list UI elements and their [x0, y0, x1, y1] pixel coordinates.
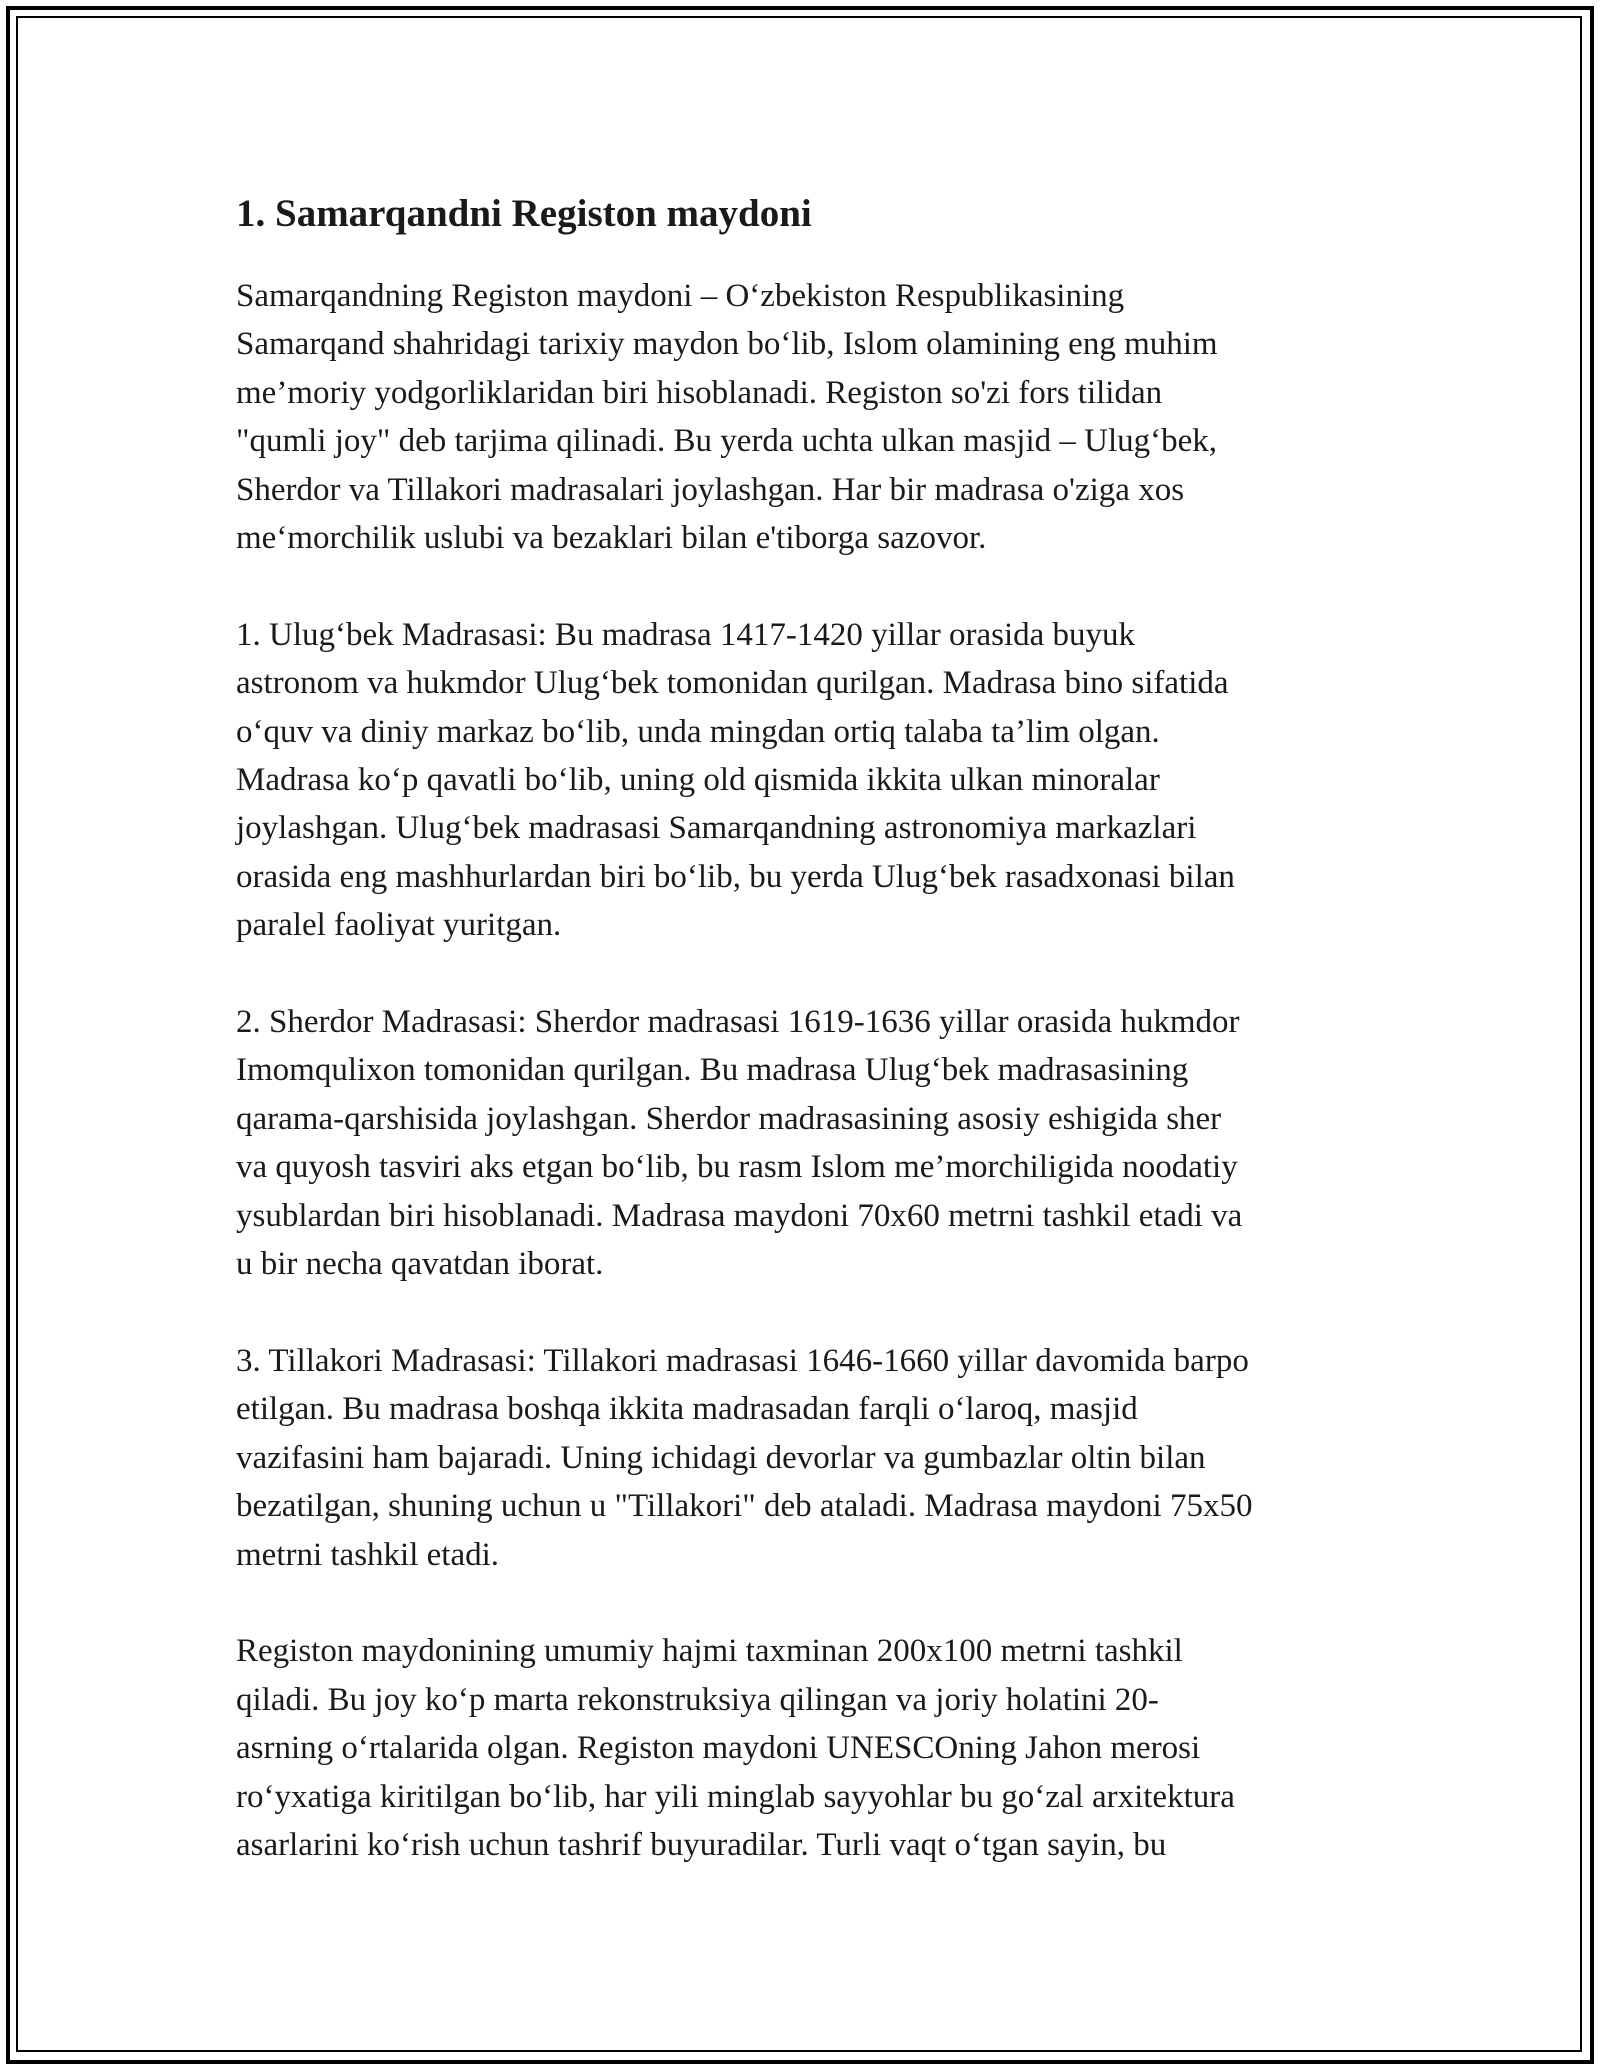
document-title: 1. Samarqandni Registon maydoni: [236, 192, 812, 235]
ulugbek-madrasa-paragraph: 1. Ulugʻbek Madrasasi: Bu madrasa 1417-1420 yillar orasida buyuk astronom va hukmdor Ulugʻbek tomonidan qurilgan. Madrasa bino sifatida oʻquv va diniy markaz boʻlib, unda mingdan ortiq talaba ta’lim olgan. Madrasa koʻp qavatli boʻlib, uning old qismida ikkita ulkan minoralar joylashgan. Ulugʻbek madrasasi Samarqandning astronomiya markazlari orasida eng mashhurlardan biri boʻlib, bu yerda Ulugʻbek rasadxonasi bilan paralel faoliyat yuritgan.: [236, 616, 1235, 944]
document-body: [236, 186, 1370, 1918]
registon-summary-paragraph: Registon maydonining umumiy hajmi taxminan 200x100 metrni tashkil qiladi. Bu joy koʻp marta rekonstruksiya qilingan va joriy holatini 20- asrning oʻrtalarida olgan. Registon maydoni UNESCOning Jahon merosi roʻyxatiga kiritilgan boʻlib, har yili minglab sayyohlar bu goʻzal arxitektura asarlarini koʻrish uchun tashrif buyuradilar. Turli vaqt oʻtgan sayin, bu: [236, 1633, 1235, 1863]
sherdor-madrasa-paragraph: 2. Sherdor Madrasasi: Sherdor madrasasi 1619-1636 yillar orasida hukmdor Imomqulixon tomonidan qurilgan. Bu madrasa Ulugʻbek madrasasining qarama-qarshisida joylashgan. Sherdor madrasasining asosiy eshigida sher va quyosh tasviri aks etgan boʻlib, bu rasm Islom me’morchiligida noodatiy ysublardan biri hisoblanadi. Madrasa maydoni 70x60 metrni tashkil etadi va u bir necha qavatdan iborat.: [236, 1004, 1243, 1283]
intro-paragraph: Samarqandning Registon maydoni – Oʻzbekiston Respublikasining Samarqand shahridagi tarixiy maydon boʻlib, Islom olamining eng muhim me’moriy yodgorliklaridan biri hisoblanadi. Registon so'zi fors tilidan "qumli joy" deb tarjima qilinadi. Bu yerda uchta ulkan masjid – Ulugʻbek, Sherdor va Tillakori madrasalari joylashgan. Har bir madrasa o'ziga xos meʻmorchilik uslubi va bezaklari bilan e'tiborga sazovor.: [236, 278, 1218, 557]
tillakori-madrasa-paragraph: 3. Tillakori Madrasasi: Tillakori madrasasi 1646-1660 yillar davomida barpo etilgan. Bu madrasa boshqa ikkita madrasadan farqli oʻlaroq, masjid vazifasini ham bajaradi. Uning ichidagi devorlar va gumbazlar oltin bilan bezatilgan, shuning uchun u "Tillakori" deb ataladi. Madrasa maydoni 75x50 metrni tashkil etadi.: [236, 1342, 1253, 1573]
